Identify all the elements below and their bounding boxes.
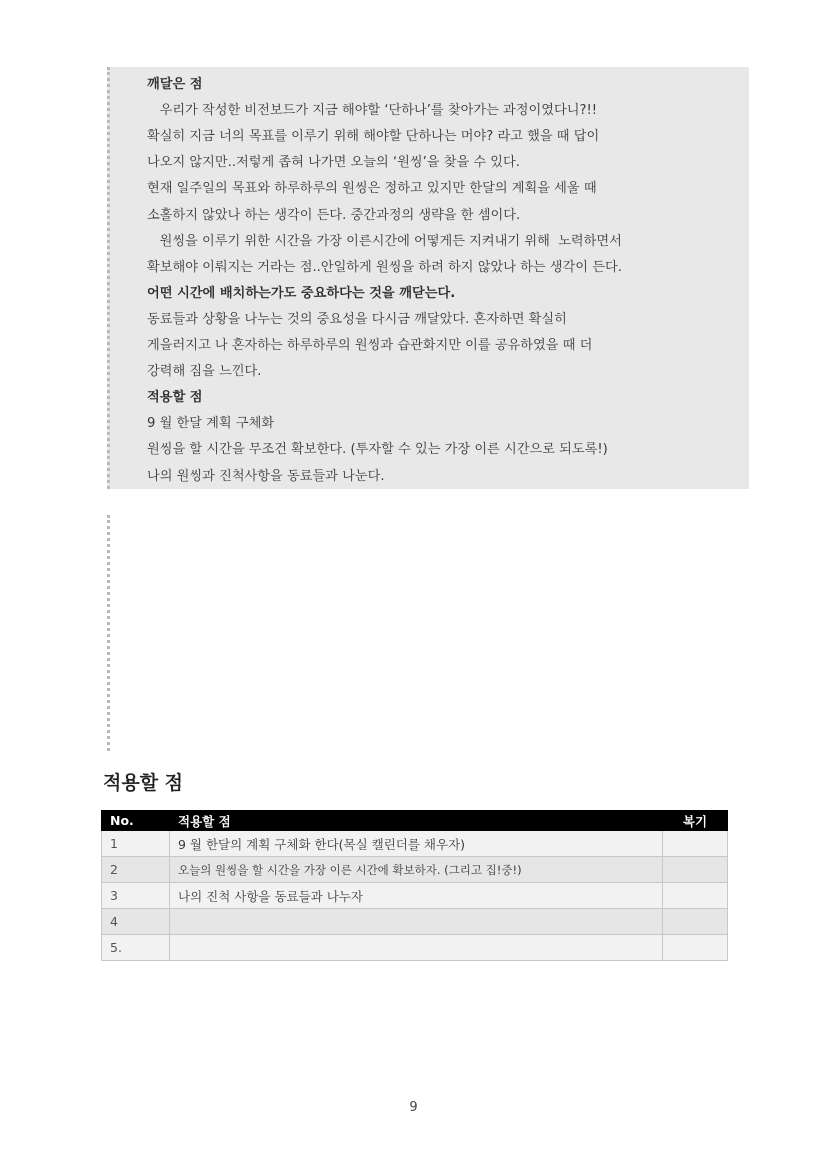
- row-item-cell[interactable]: [170, 909, 663, 935]
- page-number: 9: [409, 1100, 418, 1115]
- header-review: 복기: [663, 811, 728, 831]
- apply-points-table: [101, 810, 728, 961]
- notes-text-line: 확보해야 이뤄지는 거라는 점..안일하게 원씽을 하려 하지 않았나 하는 생각이 든다.: [147, 259, 622, 275]
- row-no-cell: 2: [102, 857, 170, 883]
- row-review-cell[interactable]: [663, 831, 728, 857]
- notes-text-line: 게을러지고 나 혼자하는 하루하루의 원씽과 습관화지만 이를 공유하였을 때 더: [147, 338, 593, 353]
- row-review-cell[interactable]: [663, 935, 728, 961]
- row-review-cell[interactable]: [663, 909, 728, 935]
- row-item-cell[interactable]: [170, 935, 663, 961]
- row-review-cell[interactable]: [663, 857, 728, 883]
- notes-text-line: 9 월 한달 계획 구체화: [147, 416, 275, 432]
- notes-heading-line: 적용할 점: [147, 390, 203, 406]
- notes-box-dotted-rule: [107, 67, 110, 489]
- row-item-cell[interactable]: 오늘의 원씽을 할 시간을 가장 이른 시간에 확보하자. (그리고 집!중!): [170, 857, 663, 883]
- notes-text-line: 현재 일주일의 목표와 하루하루의 원씽은 정하고 있지만 한달의 계획을 세울 때: [147, 181, 597, 197]
- apply-section-heading: 적용할 점: [103, 772, 184, 794]
- notes-text-line: 나의 원씽과 진척사항을 동료들과 나눈다.: [147, 468, 385, 484]
- header-no: No.: [102, 811, 170, 831]
- notes-text-line: 강력해 짐을 느낀다.: [147, 364, 262, 380]
- row-no-cell: 5.: [102, 935, 170, 961]
- row-item-cell[interactable]: 나의 진척 사항을 동료들과 나누자: [170, 883, 663, 909]
- notes-text-line: 소홀하지 않았나 하는 생각이 든다. 중간과정의 생략을 한 셈이다.: [147, 207, 521, 223]
- table-header-row: [102, 811, 728, 831]
- header-item: 적용할 점: [170, 811, 663, 831]
- row-item-cell[interactable]: 9 월 한달의 계획 구체화 한다(목실 캘린더를 채우자): [170, 831, 663, 857]
- notes-text-line: 원씽을 할 시간을 무조건 확보한다. (투자할 수 있는 가장 이른 시간으로 되도록!): [147, 442, 608, 458]
- row-no-cell: 3: [102, 883, 170, 909]
- row-no-cell: 4: [102, 909, 170, 935]
- notes-text-line: 원씽을 이루기 위한 시간을 가장 이른시간에 어떻게든 지켜내기 위해 노력하면서: [147, 233, 622, 249]
- notes-heading-line: 어떤 시간에 배치하는가도 중요하다는 것을 깨닫는다.: [147, 285, 456, 301]
- table-row: [102, 857, 728, 883]
- notes-text-line: 확실히 지금 너의 목표를 이루기 위해 해야할 단하나는 머야? 라고 했을 때 답이: [147, 129, 600, 145]
- empty-notes-dotted-rule: [107, 515, 110, 751]
- notes-heading-line: 깨달은 점: [147, 77, 203, 92]
- reflection-notes-box: [107, 67, 749, 489]
- row-no-cell: 1: [102, 831, 170, 857]
- table-row: [102, 883, 728, 909]
- table-row: [102, 831, 728, 857]
- table-row: [102, 909, 728, 935]
- notes-text-line: 나오지 않지만..저렇게 좁혀 나가면 오늘의 ‘원씽’을 찾을 수 있다.: [147, 155, 520, 171]
- notes-text-line: 동료들과 상황을 나누는 것의 중요성을 다시금 깨달았다. 혼자하면 확실히: [147, 311, 567, 327]
- row-review-cell[interactable]: [663, 883, 728, 909]
- notes-text-line: 우리가 작성한 비전보드가 지금 해야할 ‘단하나’를 찾아가는 과정이였다니?!!: [147, 103, 598, 119]
- table-row: [102, 935, 728, 961]
